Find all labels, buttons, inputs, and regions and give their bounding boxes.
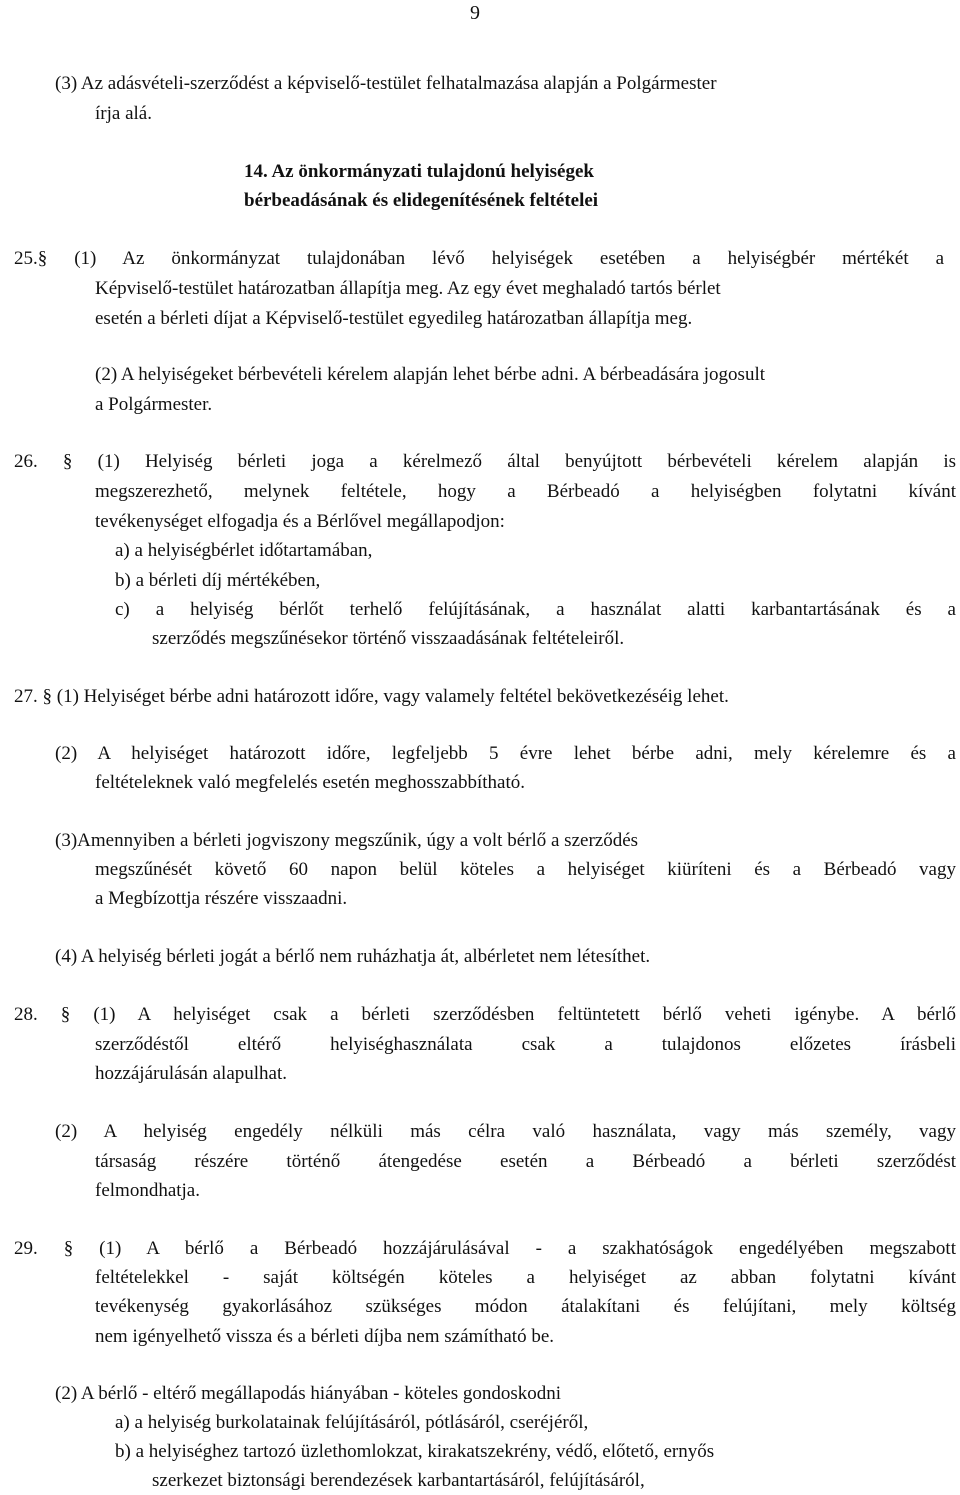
list-item: b) a helyiséghez tartozó üzlethomlokzat, kirakatszekrény, védő, előtető, ernyős <box>115 1441 715 1462</box>
list-item: a) a helyiség burkolatainak felújításáról, pótlásáról, cseréjéről, <box>115 1412 589 1433</box>
paragraph-line: (3) Az adásvételi-szerződést a képviselő-testület felhatalmazása alapján a Polgármester <box>55 73 717 94</box>
paragraph-line: tevékenységet elfogadja és a Bérlővel megállapodjon: <box>95 511 505 532</box>
paragraph-line: Képviselő-testület határozatban állapítja meg. Az egy évet meghaladó tartós bérlet <box>95 278 721 299</box>
list-item: c) a helyiség bérlőt terhelő felújításának, a használat alatti karbantartásának és a <box>115 599 956 620</box>
paragraph-line: felmondhatja. <box>95 1180 200 1201</box>
list-item: a) a helyiségbérlet időtartamában, <box>115 540 373 561</box>
paragraph-line: feltételeknek való megfelelés esetén meghosszabbítható. <box>95 772 525 793</box>
paragraph-line: 26. § (1) Helyiség bérleti joga a kérelmező által benyújtott bérbevételi kérelem alapján is <box>14 451 956 472</box>
paragraph-line: hozzájárulásán alapulhat. <box>95 1063 288 1084</box>
paragraph-line: 27. § (1) Helyiséget bérbe adni határozott időre, vagy valamely feltétel bekövetkezéséig lehet. <box>14 686 729 707</box>
list-item: b) a bérleti díj mértékében, <box>115 570 321 591</box>
paragraph-line: 25.§ (1) Az önkormányzat tulajdonában lévő helyiségek esetében a helyiségbér mértékét a <box>14 248 944 269</box>
paragraph-line: nem igényelhető vissza és a bérleti díjba nem számítható be. <box>95 1326 555 1347</box>
paragraph-line: (2) A helyiségeket bérbevételi kérelem alapján lehet bérbe adni. A bérbeadására jogosult <box>95 364 766 385</box>
paragraph-line: megszűnését követő 60 napon belül köteles a helyiséget kiüríteni és a Bérbeadó vagy <box>95 859 956 880</box>
list-item: szerződés megszűnésekor történő visszaadásának feltételeiről. <box>152 628 625 649</box>
paragraph-line: 29. § (1) A bérlő a Bérbeadó hozzájárulásával - a szakhatóságok engedélyében megszabott <box>14 1238 956 1259</box>
paragraph-line: a Megbízottja részére visszaadni. <box>95 888 348 909</box>
paragraph-line: (2) A helyiséget határozott időre, legfeljebb 5 évre lehet bérbe adni, mely kérelemre és a <box>55 743 956 764</box>
paragraph-line: 28. § (1) A helyiséget csak a bérleti szerződésben feltüntetett bérlő veheti igénybe. A bérlő <box>14 1004 956 1025</box>
paragraph-line: társaság részére történő átengedése esetén a Bérbeadó a bérleti szerződést <box>95 1151 956 1172</box>
paragraph-line: írja alá. <box>95 103 152 124</box>
paragraph-line: (4) A helyiség bérleti jogát a bérlő nem ruházhatja át, albérletet nem létesíthet. <box>55 946 651 967</box>
section-heading: bérbeadásának és elidegenítésének feltételei <box>244 190 599 211</box>
paragraph-line: tevékenység gyakorlásához szükséges módon átalakítani és felújítani, mely költség <box>95 1296 956 1317</box>
page-number: 9 <box>470 2 480 24</box>
paragraph-line: a Polgármester. <box>95 394 213 415</box>
paragraph-line: (2) A helyiség engedély nélküli más célra való használata, vagy más személy, vagy <box>55 1121 956 1142</box>
paragraph-line: szerződéstől eltérő helyiséghasználata csak a tulajdonos előzetes írásbeli <box>95 1034 956 1055</box>
paragraph-line: megszerezhető, melynek feltétele, hogy a Bérbeadó a helyiségben folytatni kívánt <box>95 481 956 502</box>
paragraph-line: esetén a bérleti díjat a Képviselő-testület egyedileg határozatban állapítja meg. <box>95 308 693 329</box>
paragraph-line: (2) A bérlő - eltérő megállapodás hiányában - köteles gondoskodni <box>55 1383 562 1404</box>
section-heading: 14. Az önkormányzati tulajdonú helyiségek <box>244 161 594 182</box>
list-item: szerkezet biztonsági berendezések karbantartásáról, felújításáról, <box>152 1470 645 1491</box>
paragraph-line: feltételekkel - saját költségén köteles a helyiséget az abban folytatni kívánt <box>95 1267 956 1288</box>
paragraph-line: (3)Amennyiben a bérleti jogviszony megszűnik, úgy a volt bérlő a szerződés <box>55 830 639 851</box>
